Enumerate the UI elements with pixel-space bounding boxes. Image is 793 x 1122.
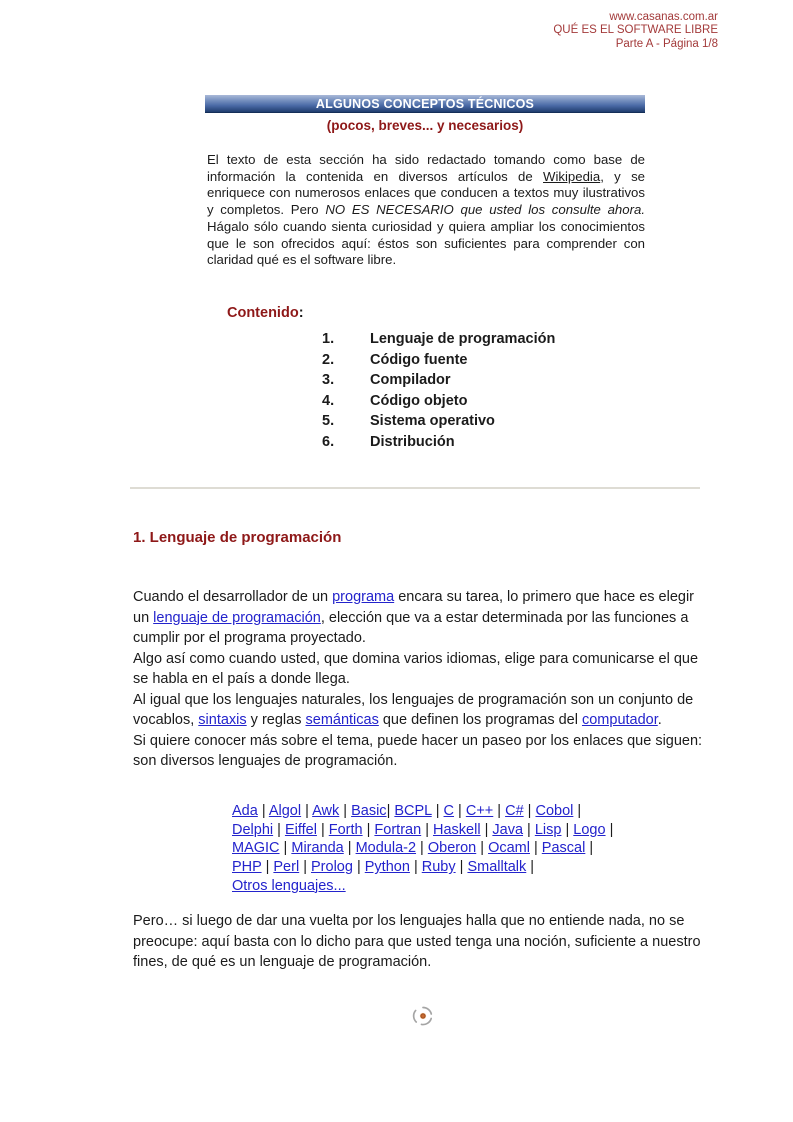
language-link[interactable]: Logo <box>573 821 606 838</box>
toc-item <box>322 411 555 432</box>
link-separator: | <box>409 859 422 876</box>
link-separator: | <box>480 821 493 838</box>
toc-item-number: 1. <box>322 331 335 347</box>
language-link[interactable]: Forth <box>328 821 363 838</box>
toc-item-label: Lenguaje de programación <box>370 331 556 347</box>
link-separator: | <box>273 821 285 838</box>
language-link[interactable]: Lisp <box>534 821 562 838</box>
toc-item-number: 4. <box>322 392 335 409</box>
toc-item <box>322 391 555 412</box>
horizontal-divider <box>130 487 700 489</box>
link-separator: | <box>343 840 356 857</box>
section-1-body <box>133 587 711 772</box>
link-separator: | <box>279 840 292 857</box>
toc-item-label: Compilador <box>370 372 451 389</box>
link-separator: | <box>454 803 466 819</box>
language-links-row <box>232 858 613 877</box>
language-link[interactable]: MAGIC <box>232 840 280 857</box>
language-link[interactable]: C <box>443 803 455 819</box>
toc-item <box>322 432 555 453</box>
link-separator: | <box>257 803 269 819</box>
link-separator: | <box>493 803 506 819</box>
toc-item-number: 2. <box>322 351 335 368</box>
language-link[interactable]: Awk <box>312 803 340 819</box>
toc-title-word: Contenido <box>227 305 299 321</box>
language-link[interactable]: Miranda <box>291 840 344 857</box>
language-link[interactable]: C# <box>505 803 524 819</box>
section-1-heading: 1. Lenguaje de programación <box>133 529 342 546</box>
language-link[interactable]: Smalltalk <box>467 859 527 876</box>
banner-subtitle: (pocos, breves... y necesarios) <box>326 118 524 133</box>
language-links-row <box>232 839 613 858</box>
page-header <box>553 11 718 51</box>
language-link[interactable]: Fortran <box>374 821 422 838</box>
language-links-block <box>232 802 613 896</box>
link-separator: | <box>299 859 312 876</box>
link-separator: | <box>316 821 329 838</box>
toc-title <box>227 305 304 321</box>
language-link[interactable]: Haskell <box>433 821 481 838</box>
link-separator: | <box>339 803 352 819</box>
intro-text-2: , y se enriquece con numerosos enlaces que conducen a textos muy ilustrativos y completos. Pero <box>207 168 645 218</box>
toc-list <box>322 329 555 453</box>
toc-item <box>322 350 555 371</box>
body-paragraph: Si quiere conocer más sobre el tema, puede hacer un paseo por los enlaces que siguen: son diversos lenguajes de programación. <box>133 732 703 769</box>
inline-link[interactable]: computador <box>581 712 658 728</box>
body-paragraph: Al igual que los lenguajes naturales, los lenguajes de programación son un conjunto de vocablos, sintaxis y reglas semánticas que definen los programas del computador. <box>133 691 694 728</box>
language-link[interactable]: Delphi <box>232 821 274 838</box>
toc-item <box>322 329 555 350</box>
link-separator: | <box>529 840 542 857</box>
link-separator: | <box>362 821 375 838</box>
intro-text-3: Hágalo sólo cuando sienta curiosidad y quiera ampliar los conocimientos que le son ofrecidos aquí: éstos son suficientes para comprender con claridad qué es el software libre. <box>207 218 645 268</box>
link-separator: | <box>352 859 365 876</box>
link-separator: | <box>476 840 489 857</box>
link-separator: | <box>573 803 582 819</box>
intro-paragraph <box>207 152 645 269</box>
language-link[interactable]: Modula-2 <box>355 840 417 857</box>
language-links-row <box>232 821 613 840</box>
link-separator: | <box>386 803 395 819</box>
link-separator: | <box>455 859 468 876</box>
link-separator: | <box>261 859 274 876</box>
toc-item-number: 3. <box>322 372 335 389</box>
inline-link[interactable]: lenguaje de programación <box>153 609 321 626</box>
inline-link[interactable]: semánticas <box>305 712 379 728</box>
language-link[interactable]: Oberon <box>427 840 477 857</box>
link-separator: | <box>561 821 574 838</box>
language-link[interactable]: Java <box>492 821 524 838</box>
link-separator: | <box>526 859 535 876</box>
language-link[interactable]: Otros lenguajes... <box>232 877 346 894</box>
header-site-url: www.casanas.com.ar <box>609 11 718 23</box>
language-link[interactable]: Ruby <box>421 859 456 876</box>
swirl-logo-icon <box>410 1003 436 1029</box>
intro-italic-note: NO ES NECESARIO que usted los consulte ahora. <box>325 202 645 218</box>
toc-item-number: 6. <box>322 433 335 450</box>
closing-paragraph: Pero… si luego de dar una vuelta por los lenguajes halla que no entiende nada, no se preocupe: aquí basta con lo dicho para que usted tenga una noción, suficiente a nuestro fines, de qué es un lenguaje de programación. <box>133 913 701 971</box>
toc-item-number: 5. <box>322 413 335 430</box>
language-links-row <box>232 877 613 896</box>
link-separator: | <box>523 821 535 838</box>
section-banner <box>205 95 645 113</box>
language-link[interactable]: Ada <box>232 803 258 819</box>
language-links-row <box>232 802 613 821</box>
language-link[interactable]: Prolog <box>311 859 353 876</box>
language-link[interactable]: BCPL <box>394 803 432 819</box>
toc-item-label: Código objeto <box>370 392 468 409</box>
toc-item-label: Código fuente <box>370 351 468 368</box>
language-link[interactable]: Cobol <box>535 803 574 819</box>
toc-item-label: Sistema operativo <box>370 413 495 430</box>
inline-link[interactable]: sintaxis <box>198 712 247 728</box>
language-link[interactable]: Perl <box>273 859 300 876</box>
body-paragraph: Algo así como cuando usted, que domina varios idiomas, elige para comunicarse el que se habla en el país a donde llega. <box>133 650 699 687</box>
toc-title-colon: : <box>298 305 304 321</box>
language-link[interactable]: Pascal <box>541 840 586 857</box>
inline-link[interactable]: programa <box>332 589 395 605</box>
banner-title: ALGUNOS CONCEPTOS TÉCNICOS <box>315 97 535 111</box>
wikipedia-link[interactable]: Wikipedia <box>543 168 601 184</box>
link-separator: | <box>421 821 433 838</box>
language-link[interactable]: Ocaml <box>488 840 530 857</box>
body-paragraph: Cuando el desarrollador de un programa encara su tarea, lo primero que hace es elegir un lenguaje de programación, elección que va a estar determinada por las funciones a cumplir por el programa proyectado. <box>133 589 695 646</box>
link-separator: | <box>301 803 313 819</box>
link-separator: | <box>585 840 594 857</box>
link-separator: | <box>431 803 444 819</box>
intro-text-1: El texto de esta sección ha sido redactado tomando como base de información la contenida en diversos artículos de <box>207 152 645 184</box>
language-link[interactable]: C++ <box>465 803 494 819</box>
language-link[interactable]: PHP <box>232 859 262 876</box>
header-doc-title: QUÉ ES EL SOFTWARE LIBRE <box>553 24 718 37</box>
language-link[interactable]: Algol <box>268 803 302 819</box>
link-separator: | <box>605 821 614 838</box>
language-link[interactable]: Basic <box>351 803 387 819</box>
toc-item-label: Distribución <box>370 433 455 450</box>
toc-item <box>322 370 555 391</box>
link-separator: | <box>416 840 428 857</box>
link-separator: | <box>523 803 536 819</box>
language-link[interactable]: Eiffel <box>284 821 317 838</box>
header-page-number: Parte A - Página 1/8 <box>615 37 718 50</box>
language-link[interactable]: Python <box>364 859 410 876</box>
